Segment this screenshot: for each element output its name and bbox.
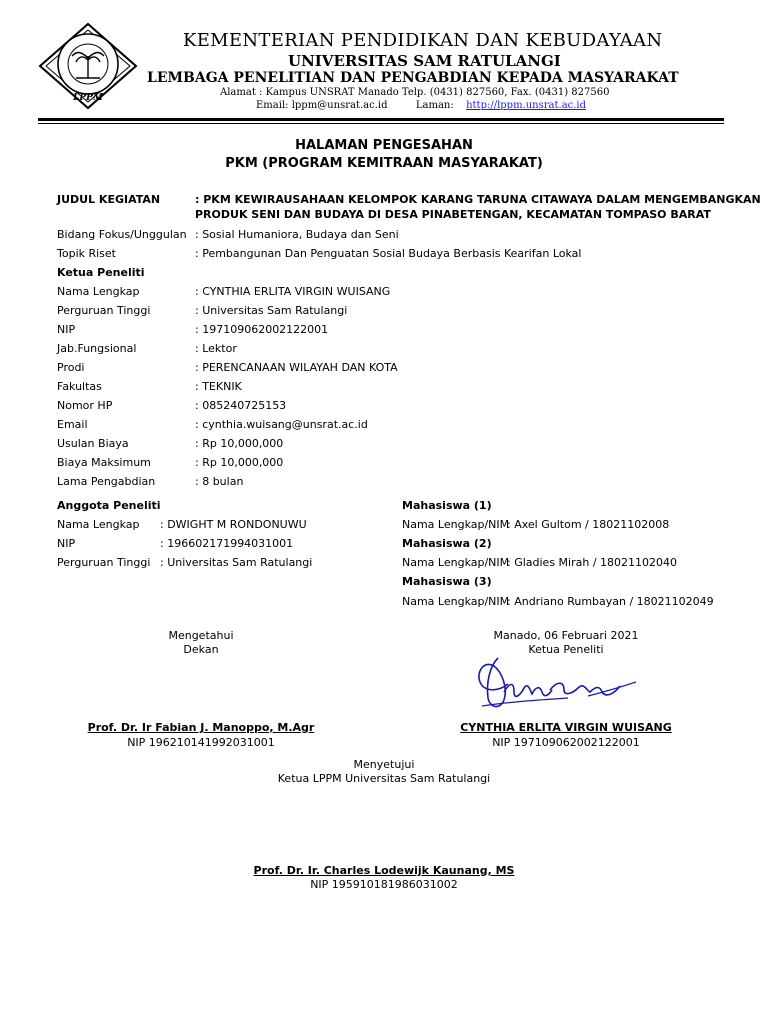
field-value: : Rp 10,000,000	[195, 437, 284, 450]
header-rule-thin	[38, 123, 724, 124]
field-value: : Universitas Sam Ratulangi	[195, 304, 348, 317]
field-value: : DWIGHT M RONDONUWU	[160, 518, 307, 531]
judul-label: JUDUL KEGIATAN	[57, 193, 161, 206]
page-subtitle: PKM (PROGRAM KEMITRAAN MASYARAKAT)	[225, 156, 543, 171]
sign-bottom-line1: Menyetujui	[353, 758, 415, 771]
sign-right-line1: Manado, 06 Februari 2021	[493, 629, 639, 642]
sign-left-line1: Mengetahui	[168, 629, 234, 642]
field-label: Nomor HP	[57, 399, 113, 412]
field-value: : cynthia.wuisang@unsrat.ac.id	[195, 418, 368, 431]
field-label: Lama Pengabdian	[57, 475, 156, 488]
sign-bottom-nip: NIP 195910181986031002	[310, 878, 458, 891]
sign-right-line2: Ketua Peneliti	[528, 643, 604, 656]
field-label: Perguruan Tinggi	[57, 556, 151, 569]
field-label: Perguruan Tinggi	[57, 304, 151, 317]
judul-line1: : PKM KEWIRAUSAHAAN KELOMPOK KARANG TARUNA CITAWAYA DALAM MENGEMBANGKAN	[195, 193, 761, 206]
sign-right-name: CYNTHIA ERLITA VIRGIN WUISANG	[460, 721, 672, 734]
email-value: lppm@unsrat.ac.id	[291, 100, 388, 111]
field-value: : Rp 10,000,000	[195, 456, 284, 469]
institute-name: LEMBAGA PENELITIAN DAN PENGABDIAN KEPADA MASYARAKAT	[147, 70, 679, 86]
field-label: Biaya Maksimum	[57, 456, 151, 469]
field-value: : PERENCANAAN WILAYAH DAN KOTA	[195, 361, 398, 374]
page-title: HALAMAN PENGESAHAN	[295, 138, 473, 153]
field-value: : Lektor	[195, 342, 237, 355]
university-logo	[36, 22, 140, 110]
field-value: : Sosial Humaniora, Budaya dan Seni	[195, 228, 399, 241]
ketua-heading: Ketua Peneliti	[57, 266, 145, 279]
web-label: Laman:	[415, 100, 454, 111]
judul-line2: PRODUK SENI DAN BUDAYA DI DESA PINABETENGAN, KECAMATAN TOMPASO BARAT	[195, 208, 711, 221]
university-name: UNIVERSITAS SAM RATULANGI	[288, 52, 561, 70]
field-value: : CYNTHIA ERLITA VIRGIN WUISANG	[195, 285, 391, 298]
field-label: NIP	[57, 537, 76, 550]
email-label: Email:	[256, 100, 289, 111]
mahasiswa-heading: Mahasiswa (2)	[402, 537, 492, 550]
field-value: : TEKNIK	[195, 380, 242, 393]
header-rule-thick	[38, 118, 724, 121]
mahasiswa-label: Nama Lengkap/NIM	[402, 518, 510, 531]
anggota-heading: Anggota Peneliti	[57, 499, 161, 512]
field-label: Jab.Fungsional	[57, 342, 137, 355]
field-value: : 8 bulan	[195, 475, 244, 488]
field-label: NIP	[57, 323, 76, 336]
ministry-name: KEMENTERIAN PENDIDIKAN DAN KEBUDAYAAN	[183, 30, 663, 51]
mahasiswa-heading: Mahasiswa (1)	[402, 499, 492, 512]
mahasiswa-value: : Andriano Rumbayan / 18021102049	[507, 595, 714, 608]
sign-left-nip: NIP 196210141992031001	[127, 736, 275, 749]
field-label: Bidang Fokus/Unggulan	[57, 228, 187, 241]
sign-bottom-line2: Ketua LPPM Universitas Sam Ratulangi	[277, 772, 491, 785]
field-label: Nama Lengkap	[57, 285, 140, 298]
handwritten-signature	[468, 652, 648, 716]
web-link[interactable]: http://lppm.unsrat.ac.id	[466, 100, 587, 111]
sign-bottom-name: Prof. Dr. Ir. Charles Lodewijk Kaunang, MS	[253, 864, 515, 877]
field-label: Email	[57, 418, 88, 431]
contact-line	[256, 100, 586, 111]
field-label: Topik Riset	[57, 247, 116, 260]
mahasiswa-value: : Gladies Mirah / 18021102040	[507, 556, 678, 569]
mahasiswa-value: : Axel Gultom / 18021102008	[507, 518, 670, 531]
field-label: Nama Lengkap	[57, 518, 140, 531]
field-label: Prodi	[57, 361, 85, 374]
mahasiswa-heading: Mahasiswa (3)	[402, 575, 492, 588]
field-value: : 197109062002122001	[195, 323, 329, 336]
field-value: : Universitas Sam Ratulangi	[160, 556, 313, 569]
address: Alamat : Kampus UNSRAT Manado Telp. (0431) 827560, Fax. (0431) 827560	[220, 87, 610, 98]
field-value: : 085240725153	[195, 399, 287, 412]
field-value: : 196602171994031001	[160, 537, 294, 550]
field-label: Usulan Biaya	[57, 437, 129, 450]
field-label: Fakultas	[57, 380, 102, 393]
field-value: : Pembangunan Dan Penguatan Sosial Budaya Berbasis Kearifan Lokal	[195, 247, 582, 260]
sign-left-name: Prof. Dr. Ir Fabian J. Manoppo, M.Agr	[87, 721, 315, 734]
sign-right-nip: NIP 197109062002122001	[492, 736, 640, 749]
mahasiswa-label: Nama Lengkap/NIM	[402, 595, 510, 608]
sign-left-line2: Dekan	[183, 643, 219, 656]
logo-lppm-text: LPPM	[73, 93, 103, 103]
mahasiswa-label: Nama Lengkap/NIM	[402, 556, 510, 569]
